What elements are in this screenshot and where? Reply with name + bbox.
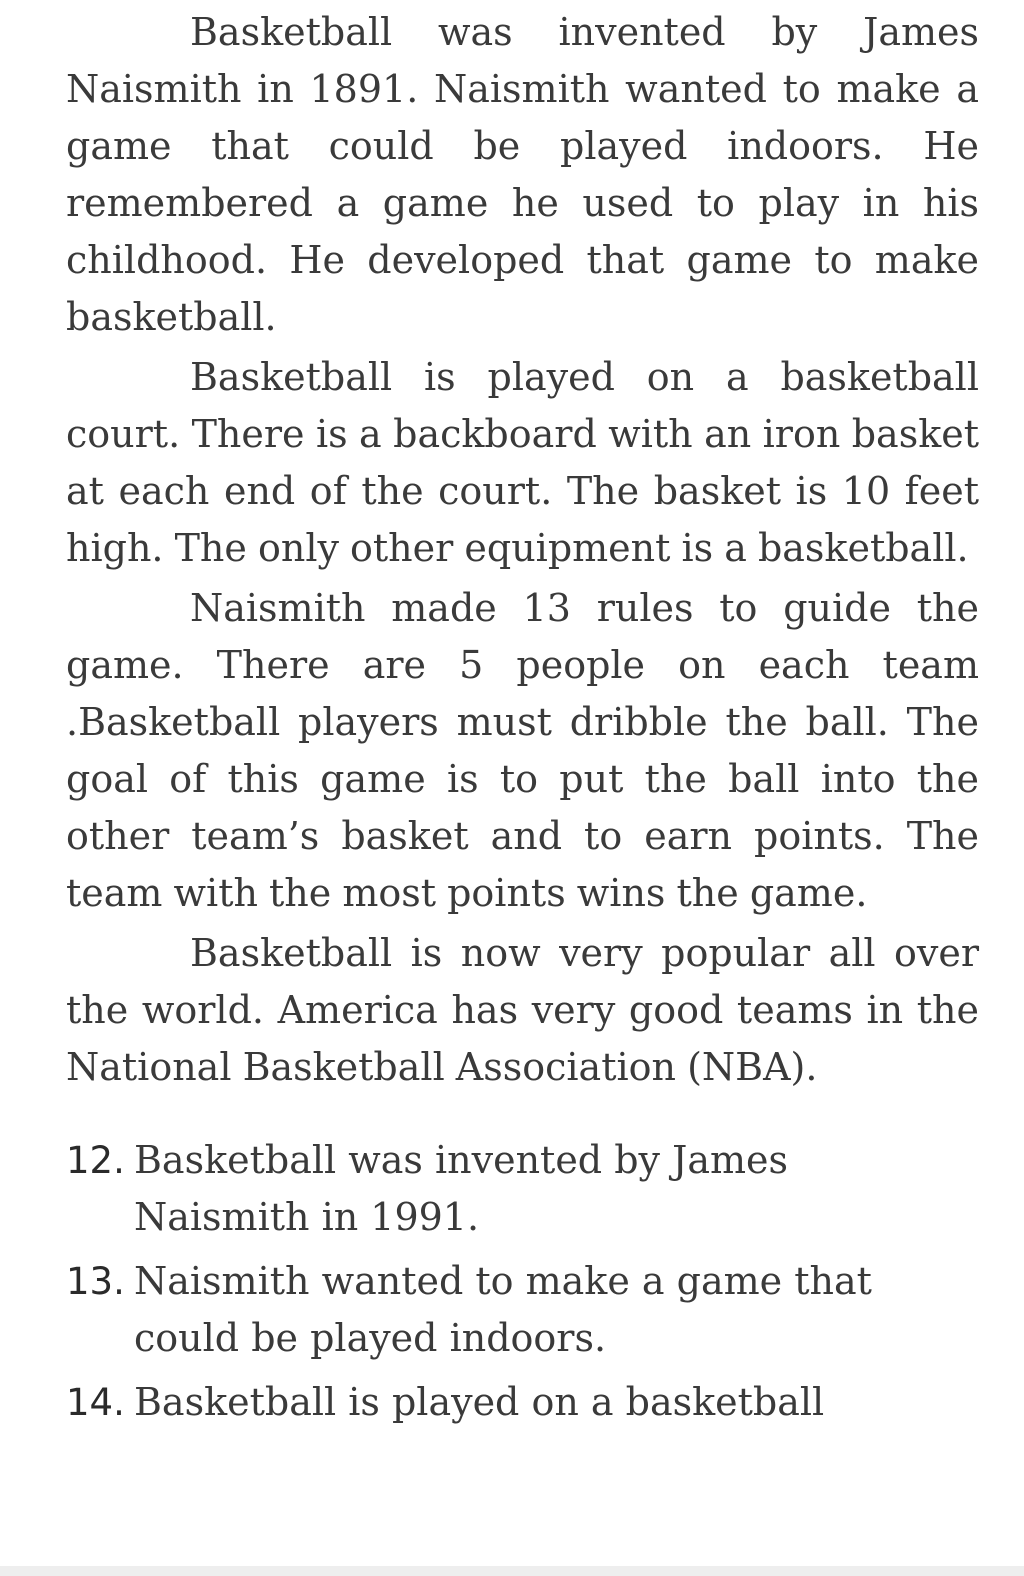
passage-paragraph: Basketball is played on a basketball court. There is a backboard with an iron basket at each end of the court. The basket is 10 feet high. The only other equipment is a basketball. — [66, 355, 979, 570]
passage-paragraph: Basketball is now very popular all over the world. America has very good teams in the National Basketball Association (NBA). — [66, 931, 979, 1089]
page-bottom-edge — [0, 1566, 1024, 1576]
question-list — [66, 1132, 979, 1431]
reading-passage — [66, 4, 979, 1096]
passage-paragraph: Naismith made 13 rules to guide the game. There are 5 people on each team .Basketball players must dribble the ball. The goal of this game is to put the ball into the other team’s basket and to earn points. The team with the most points wins the game. — [66, 586, 979, 915]
question-number: 12. — [66, 1139, 125, 1182]
question-text: Basketball was invented by James Naismith in 1991. — [134, 1138, 788, 1239]
question-number: 14. — [66, 1381, 125, 1424]
question-number: 13. — [66, 1260, 125, 1303]
passage-paragraph: Basketball was invented by James Naismith in 1891. Naismith wanted to make a game that could be played indoors. He remembered a game he used to play in his childhood. He developed that game to make basketball. — [66, 10, 979, 339]
question-item — [66, 1253, 979, 1367]
question-item — [66, 1132, 979, 1246]
question-item — [66, 1374, 979, 1431]
question-text: Naismith wanted to make a game that could be played indoors. — [134, 1259, 872, 1360]
question-text: Basketball is played on a basketball — [134, 1380, 825, 1424]
